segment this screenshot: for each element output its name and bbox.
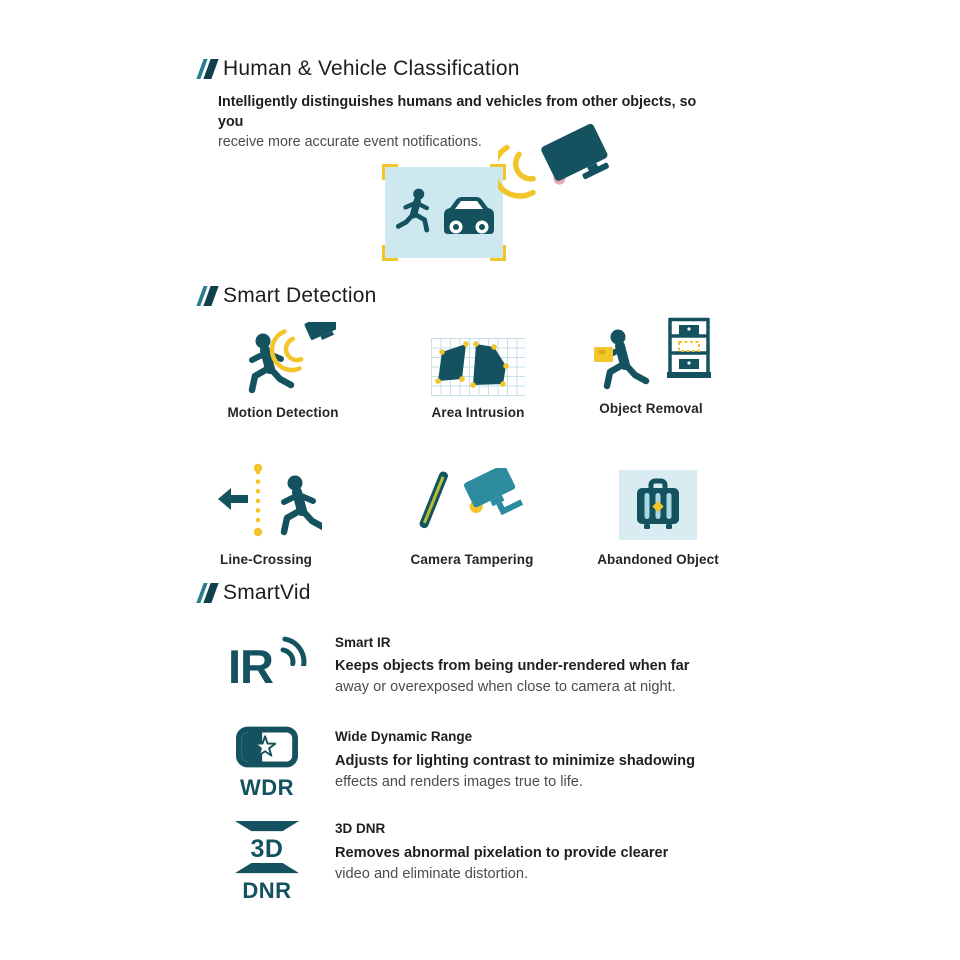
classification-title: Human & Vehicle Classification: [223, 57, 520, 80]
feature-line-crossing: [171, 460, 361, 567]
smart-ir-icon: [228, 638, 308, 700]
smart-detection-title: Smart Detection: [223, 284, 377, 307]
zone-corner-bracket: [382, 245, 398, 261]
area-intrusion-icon: [383, 322, 573, 396]
camera-tampering-icon: [377, 460, 567, 540]
dnr-description: [335, 843, 755, 885]
feature-label: Abandoned Object: [597, 552, 719, 567]
zone-corner-bracket: [382, 164, 398, 180]
object-removal-icon: [556, 318, 746, 392]
smart-ir-desc-line1: Keeps objects from being under-rendered when far: [335, 658, 690, 674]
feature-label: Line-Crossing: [219, 552, 313, 567]
dnr-icon-text-top: 3D: [250, 835, 284, 863]
running-person-icon: [396, 186, 440, 236]
abandoned-object-icon: [563, 460, 753, 540]
ir-waves-icon: [280, 636, 310, 666]
feature-motion-detection: [188, 322, 378, 420]
smartvid-section-header: [198, 581, 311, 605]
section-slash-icon: [198, 583, 216, 603]
smartvid-title: SmartVid: [223, 581, 311, 604]
feature-label: Camera Tampering: [410, 552, 534, 567]
wdr-title: Wide Dynamic Range: [335, 729, 473, 744]
wdr-icon: [236, 726, 298, 801]
dnr-desc-line1: Removes abnormal pixelation to provide clearer: [335, 845, 669, 861]
motion-detection-icon: [188, 322, 378, 396]
classification-desc-line1: Intelligently distinguishes humans and vehicles from other objects, so you: [218, 94, 697, 130]
wdr-frame-icon: [236, 726, 298, 768]
smart-ir-title: Smart IR: [335, 635, 391, 650]
feature-label: Motion Detection: [227, 405, 339, 420]
feature-area-intrusion: [383, 322, 573, 420]
smart-ir-desc-line2: away or overexposed when close to camera at night.: [335, 679, 676, 695]
smart-detection-section-header: [198, 284, 377, 308]
3d-dnr-icon: [232, 819, 302, 903]
car-icon: [441, 192, 497, 240]
line-crossing-icon: [171, 460, 361, 540]
dnr-bottom-plate-icon: [233, 863, 301, 874]
dnr-top-plate-icon: [233, 821, 301, 832]
feature-label: Object Removal: [599, 401, 703, 416]
dnr-title: 3D DNR: [335, 821, 386, 836]
section-slash-icon: [198, 59, 216, 79]
classification-description: [218, 92, 718, 152]
smart-ir-description: [335, 656, 755, 698]
classification-desc-line2: receive more accurate event notifications.: [218, 134, 482, 150]
feature-abandoned-object: [563, 460, 753, 567]
wdr-desc-line1: Adjusts for lighting contrast to minimize shadowing: [335, 753, 695, 769]
dnr-desc-line2: video and eliminate distortion.: [335, 866, 529, 882]
feature-camera-tampering: [377, 460, 567, 567]
wdr-icon-text: WDR: [239, 775, 295, 800]
wdr-desc-line2: effects and renders images true to life.: [335, 774, 583, 790]
classification-section-header: [198, 57, 520, 81]
feature-object-removal: [556, 318, 746, 416]
zone-corner-bracket: [490, 245, 506, 261]
section-slash-icon: [198, 286, 216, 306]
wdr-description: [335, 751, 755, 793]
dnr-icon-text-bottom: DNR: [242, 878, 292, 903]
ir-icon-text: IR: [228, 640, 273, 693]
camera-signal-icon: [498, 122, 610, 204]
feature-label: Area Intrusion: [431, 405, 525, 420]
